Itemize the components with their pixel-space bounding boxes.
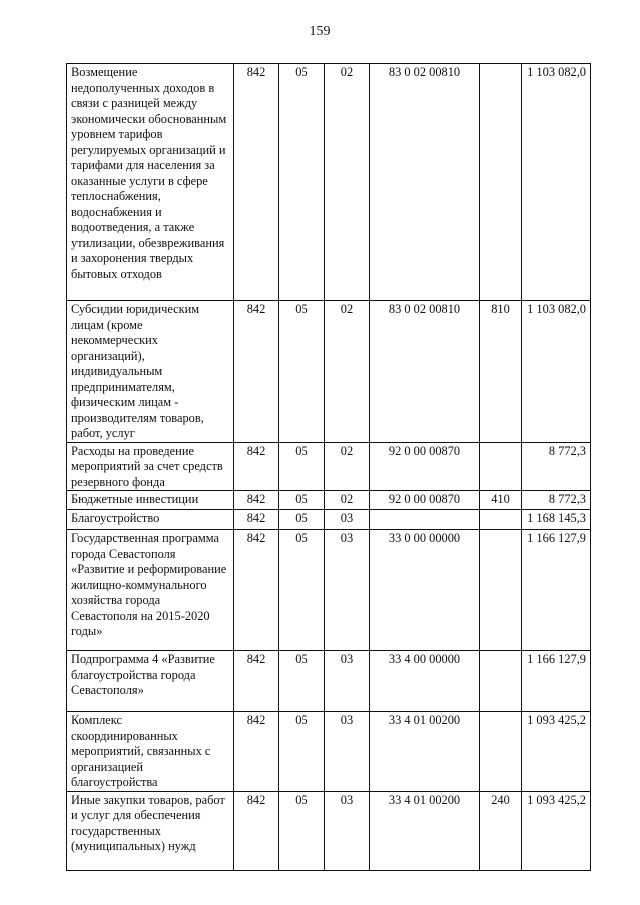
- subsection-code-cell: 02: [325, 442, 370, 491]
- subsection-code-cell: 03: [325, 651, 370, 712]
- section-code-cell: 05: [279, 530, 325, 651]
- expense-name-cell: Комплекс скоординированных мероприятий, связанных с организацией благоустройства: [67, 712, 234, 792]
- subsection-code-cell: 03: [325, 530, 370, 651]
- expense-name-cell: Возмещение недополученных доходов в связи с разницей между экономически обоснованным уровнем тарифов регулируемых организаций и тарифами для населения за оказанные услуги в сфере теплоснабжения, водоснабжения и водоотведения, а также утилизации, обезвреживания и захоронения твердых бытовых отходов: [67, 64, 234, 301]
- expense-name-cell: Государственная программа города Севастополя «Развитие и реформирование жилищно-коммунального хозяйства города Севастополя на 2015-2020 годы»: [67, 530, 234, 651]
- subsection-code-cell: 03: [325, 712, 370, 792]
- ministry-code-cell: 842: [234, 301, 279, 443]
- target-article-cell: 92 0 00 00870: [370, 491, 480, 510]
- amount-cell: 8 772,3: [522, 491, 591, 510]
- expense-name-cell: Расходы на проведение мероприятий за счет средств резервного фонда: [67, 442, 234, 491]
- page-number: 159: [309, 24, 331, 39]
- ministry-code-cell: 842: [234, 651, 279, 712]
- ministry-code-cell: 842: [234, 712, 279, 792]
- amount-cell: 8 772,3: [522, 442, 591, 491]
- section-code-cell: 05: [279, 301, 325, 443]
- target-article-cell: 33 4 01 00200: [370, 791, 480, 870]
- expense-type-cell: [480, 712, 522, 792]
- amount-cell: 1 166 127,9: [522, 651, 591, 712]
- amount-cell: 1 103 082,0: [522, 301, 591, 443]
- subsection-code-cell: 02: [325, 491, 370, 510]
- subsection-code-cell: 03: [325, 510, 370, 530]
- expense-type-cell: 810: [480, 301, 522, 443]
- table-row: [67, 491, 591, 510]
- expense-type-cell: [480, 651, 522, 712]
- section-code-cell: 05: [279, 64, 325, 301]
- section-code-cell: 05: [279, 491, 325, 510]
- expense-name-cell: Подпрограмма 4 «Развитие благоустройства города Севастополя»: [67, 651, 234, 712]
- ministry-code-cell: 842: [234, 442, 279, 491]
- budget-table: [66, 63, 591, 871]
- target-article-cell: 83 0 02 00810: [370, 301, 480, 443]
- amount-cell: 1 093 425,2: [522, 712, 591, 792]
- table-row: [67, 442, 591, 491]
- target-article-cell: 33 4 01 00200: [370, 712, 480, 792]
- expense-type-cell: 410: [480, 491, 522, 510]
- amount-cell: 1 103 082,0: [522, 64, 591, 301]
- ministry-code-cell: 842: [234, 791, 279, 870]
- section-code-cell: 05: [279, 712, 325, 792]
- table-row: [67, 510, 591, 530]
- expense-name-cell: Бюджетные инвестиции: [67, 491, 234, 510]
- expense-name-cell: Благоустройство: [67, 510, 234, 530]
- section-code-cell: 05: [279, 791, 325, 870]
- amount-cell: 1 093 425,2: [522, 791, 591, 870]
- table-row: [67, 651, 591, 712]
- ministry-code-cell: 842: [234, 530, 279, 651]
- table-row: [67, 791, 591, 870]
- section-code-cell: 05: [279, 510, 325, 530]
- table-row: [67, 712, 591, 792]
- table-row: [67, 64, 591, 301]
- table-row: [67, 301, 591, 443]
- section-code-cell: 05: [279, 442, 325, 491]
- expense-type-cell: [480, 530, 522, 651]
- subsection-code-cell: 02: [325, 64, 370, 301]
- expense-type-cell: [480, 64, 522, 301]
- target-article-cell: 33 4 00 00000: [370, 651, 480, 712]
- subsection-code-cell: 03: [325, 791, 370, 870]
- subsection-code-cell: 02: [325, 301, 370, 443]
- expense-type-cell: [480, 510, 522, 530]
- expense-type-cell: 240: [480, 791, 522, 870]
- expense-type-cell: [480, 442, 522, 491]
- expense-name-cell: Субсидии юридическим лицам (кроме некоммерческих организаций), индивидуальным предпринимателям, физическим лицам - производителям товаров, работ, услуг: [67, 301, 234, 443]
- table-body: [67, 64, 591, 871]
- ministry-code-cell: 842: [234, 491, 279, 510]
- ministry-code-cell: 842: [234, 510, 279, 530]
- section-code-cell: 05: [279, 651, 325, 712]
- expense-name-cell: Иные закупки товаров, работ и услуг для обеспечения государственных (муниципальных) нужд: [67, 791, 234, 870]
- target-article-cell: 83 0 02 00810: [370, 64, 480, 301]
- target-article-cell: 33 0 00 00000: [370, 530, 480, 651]
- amount-cell: 1 168 145,3: [522, 510, 591, 530]
- target-article-cell: [370, 510, 480, 530]
- table-row: [67, 530, 591, 651]
- amount-cell: 1 166 127,9: [522, 530, 591, 651]
- ministry-code-cell: 842: [234, 64, 279, 301]
- target-article-cell: 92 0 00 00870: [370, 442, 480, 491]
